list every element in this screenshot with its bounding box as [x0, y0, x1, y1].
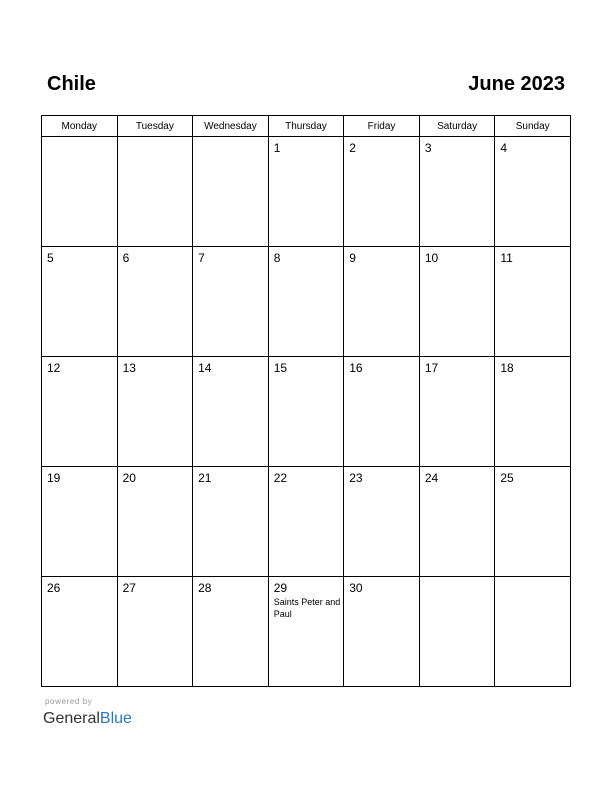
day-cell: [419, 357, 495, 467]
day-cell: [419, 467, 495, 577]
day-number: 17: [424, 361, 439, 375]
weekday-header-row: [42, 116, 571, 137]
day-number: 3: [424, 141, 432, 155]
powered-by-label: powered by: [45, 697, 93, 706]
week-row-3: [42, 357, 571, 467]
week-row-1: [42, 137, 571, 247]
day-cell: [344, 467, 420, 577]
day-cell: [42, 247, 118, 357]
day-cell: [495, 247, 571, 357]
day-cell: [117, 577, 193, 687]
day-cell: [495, 577, 571, 687]
day-number: [42, 137, 117, 141]
day-cell: [495, 137, 571, 247]
day-number: 28: [198, 581, 212, 595]
day-cell: [117, 137, 193, 247]
weekday-header-monday: Monday: [42, 116, 118, 137]
day-number: 1: [273, 141, 281, 155]
weekday-header-wednesday: Wednesday: [193, 116, 269, 137]
weekday-header-sunday: Sunday: [495, 116, 571, 137]
day-number: 7: [198, 251, 205, 265]
day-number: 18: [500, 361, 514, 375]
day-number: 15: [273, 361, 288, 375]
day-number: 22: [273, 471, 288, 485]
day-cell: [268, 577, 344, 687]
brand-general: General: [43, 710, 100, 727]
brand-blue: Blue: [99, 710, 132, 727]
day-number: [420, 577, 495, 581]
day-number: 27: [122, 581, 136, 595]
day-number: 30: [349, 581, 363, 595]
day-number: 19: [47, 471, 61, 485]
day-cell: [193, 137, 269, 247]
day-number: 4: [500, 141, 508, 155]
month-year-title: June 2023: [468, 73, 565, 95]
country-title: Chile: [47, 73, 96, 95]
day-number: 12: [47, 361, 61, 375]
day-cell: [268, 357, 344, 467]
weekday-header-thursday: Thursday: [268, 116, 344, 137]
day-cell: [42, 577, 118, 687]
day-number: 21: [198, 471, 212, 485]
day-number: [193, 137, 268, 141]
week-row-5: [42, 577, 571, 687]
day-number: 5: [47, 251, 54, 265]
day-cell: [193, 467, 269, 577]
day-cell: [193, 247, 269, 357]
day-number: 26: [47, 581, 61, 595]
day-cell: [193, 577, 269, 687]
weekday-header-friday: Friday: [344, 116, 420, 137]
day-number: 14: [198, 361, 212, 375]
day-number: 29: [273, 581, 288, 595]
day-number: 24: [424, 471, 439, 485]
day-cell: [344, 247, 420, 357]
day-number: [118, 137, 193, 141]
footer-branding: [43, 697, 132, 729]
day-cell: [268, 467, 344, 577]
day-cell: [268, 137, 344, 247]
day-number: 16: [349, 361, 363, 375]
day-cell: [419, 577, 495, 687]
day-cell: [42, 137, 118, 247]
day-cell: [495, 467, 571, 577]
day-cell: [344, 357, 420, 467]
day-number: 10: [424, 251, 439, 265]
day-cell: [344, 577, 420, 687]
day-number: [495, 577, 570, 581]
day-number: 8: [273, 251, 281, 265]
day-number: 11: [500, 251, 513, 265]
day-cell: [117, 467, 193, 577]
day-cell: [419, 137, 495, 247]
day-number: 23: [349, 471, 363, 485]
day-cell: [344, 137, 420, 247]
day-number: 2: [349, 141, 356, 155]
day-cell: [42, 467, 118, 577]
holiday-label: Saints Peter and Paul: [273, 597, 341, 619]
day-cell: [117, 247, 193, 357]
day-cell: [268, 247, 344, 357]
weekday-header-tuesday: Tuesday: [117, 116, 193, 137]
day-number: 13: [122, 361, 136, 375]
day-number: 9: [349, 251, 356, 265]
calendar-grid: [41, 115, 571, 687]
weekday-header-saturday: Saturday: [419, 116, 495, 137]
week-row-2: [42, 247, 571, 357]
day-number: 25: [500, 471, 514, 485]
generalblue-logo: [43, 709, 132, 729]
day-cell: [193, 357, 269, 467]
day-cell: [117, 357, 193, 467]
day-number: 20: [122, 471, 136, 485]
day-cell: [419, 247, 495, 357]
day-cell: [495, 357, 571, 467]
day-cell: [42, 357, 118, 467]
week-row-4: [42, 467, 571, 577]
day-number: 6: [122, 251, 130, 265]
